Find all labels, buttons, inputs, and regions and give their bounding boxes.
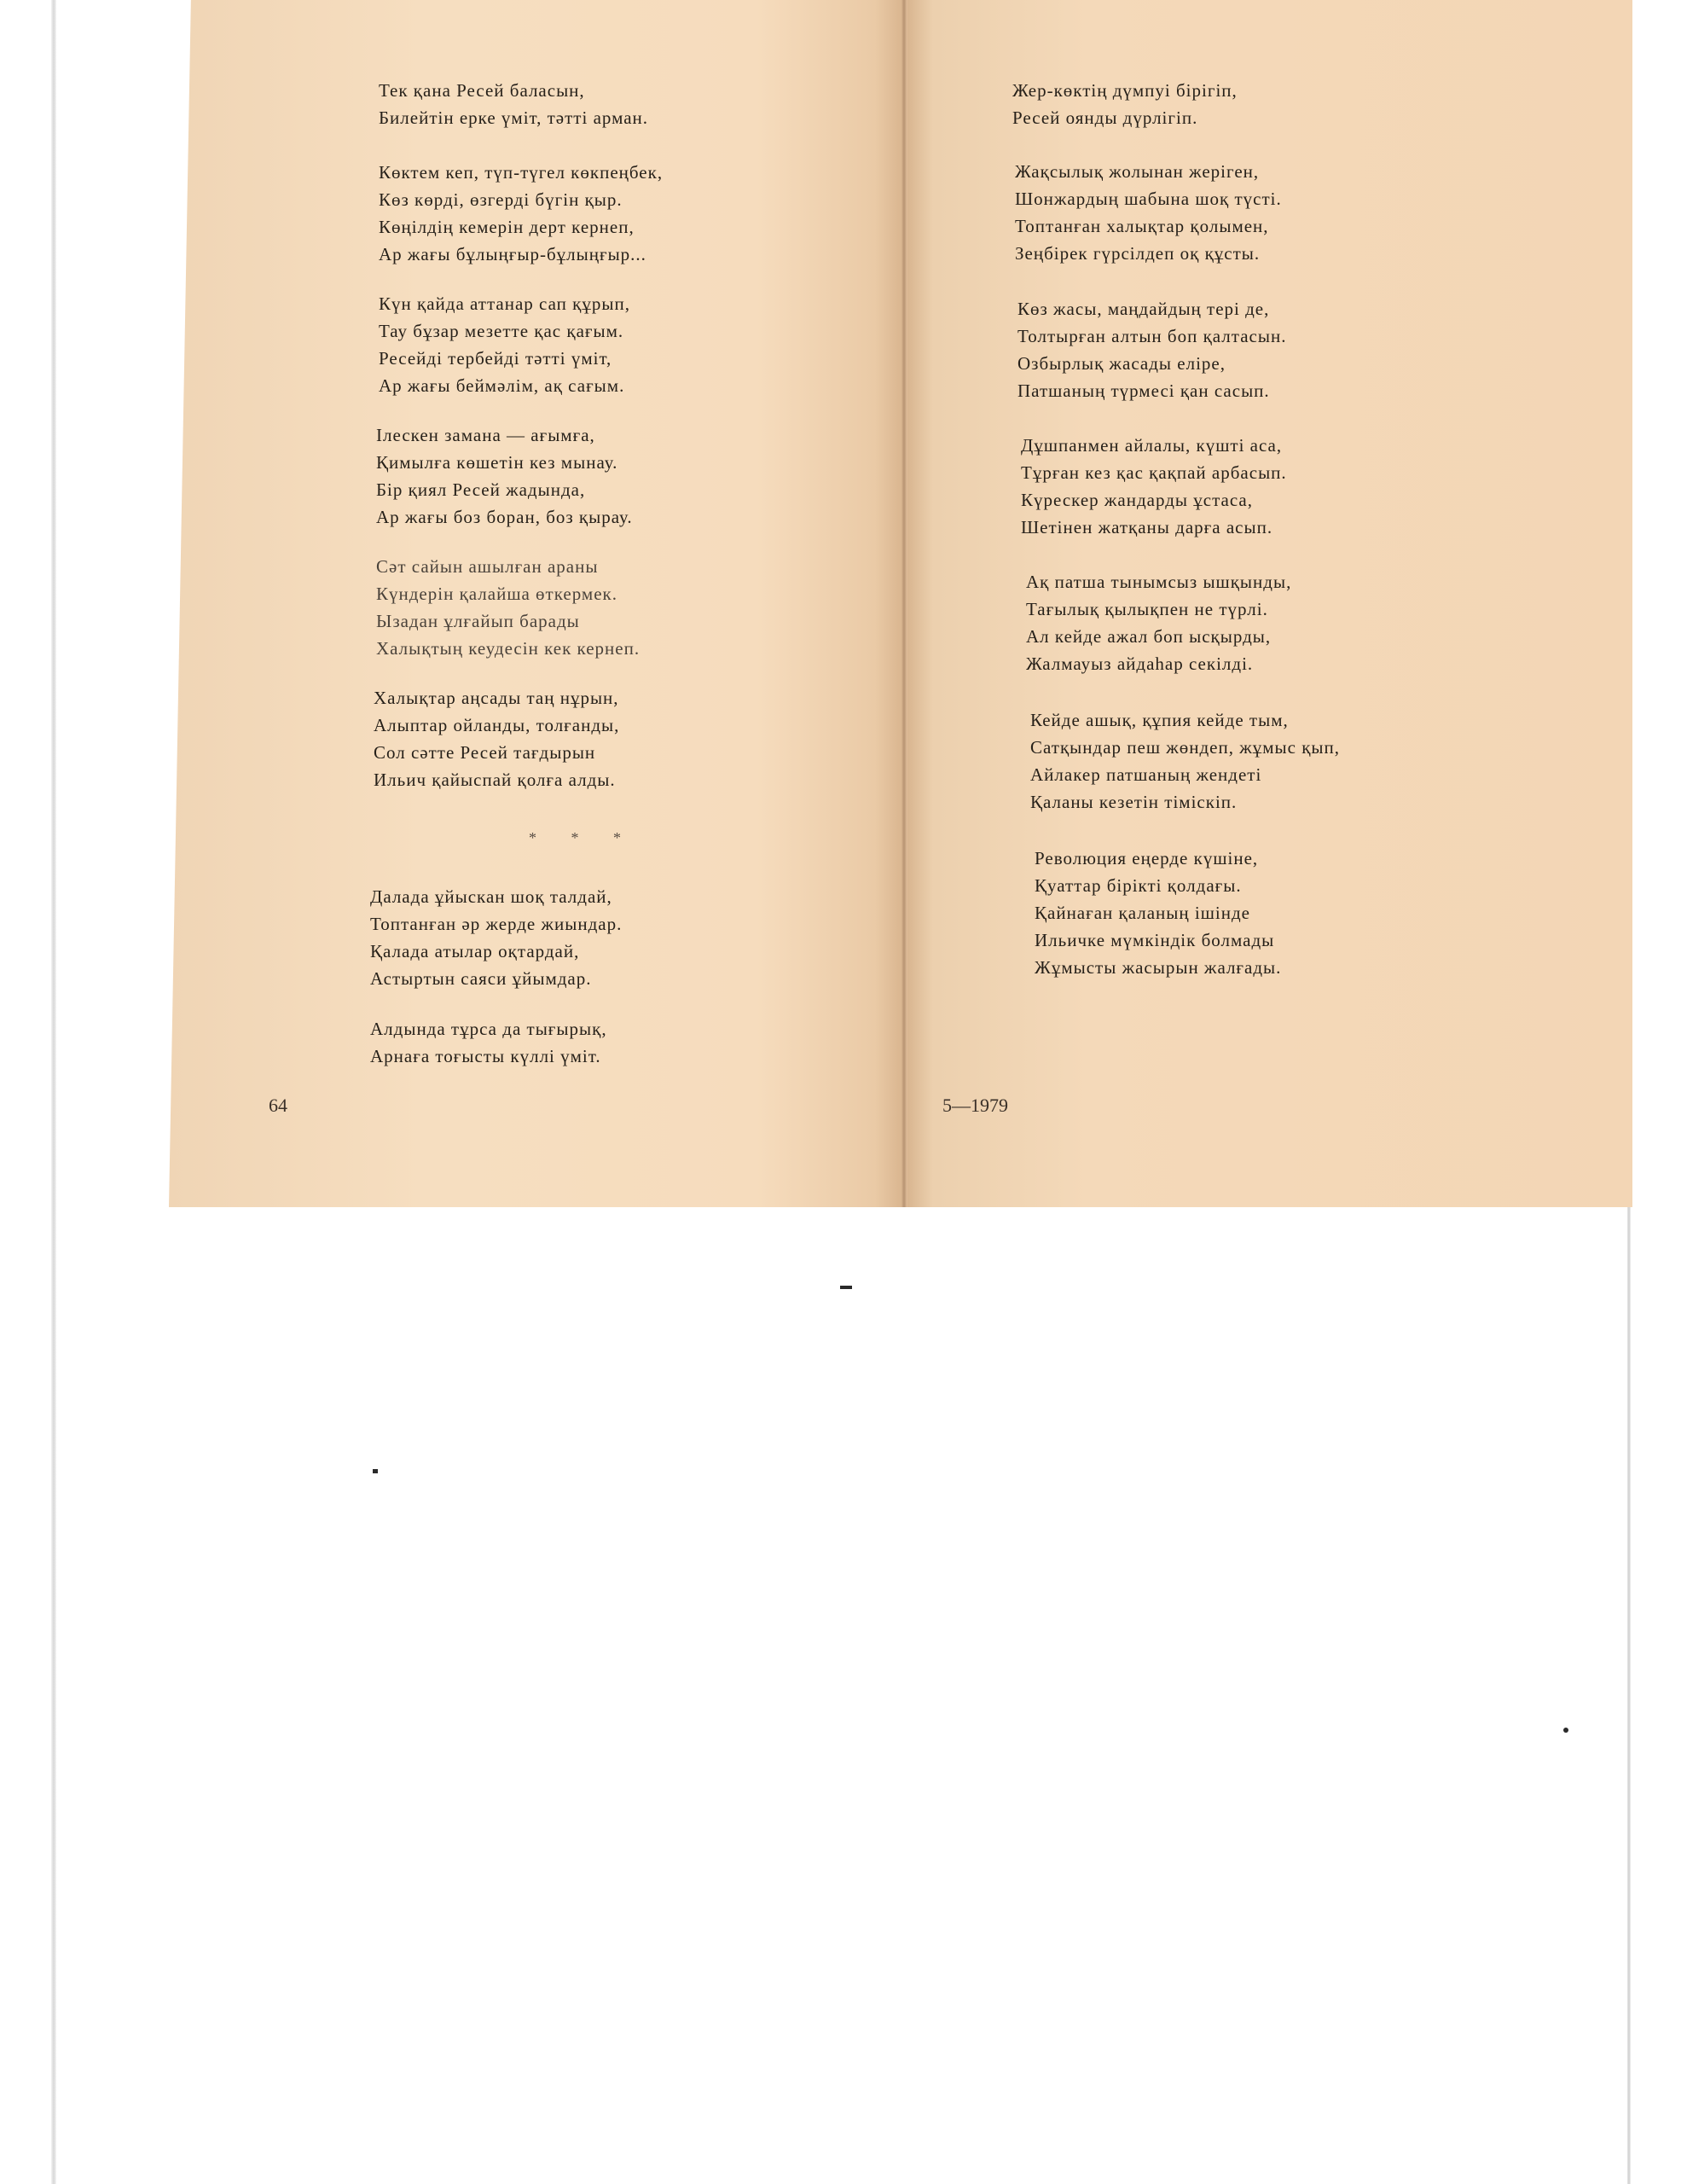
poem-line: Алдында тұрса да тығырық, — [370, 1019, 607, 1039]
right-stanza-2 — [1015, 158, 1282, 267]
poem-line: Ресей оянды дүрлігіп. — [1012, 107, 1198, 128]
poem-line: Көз жасы, маңдайдың тері де, — [1017, 299, 1270, 319]
page-number-right: 5—1979 — [942, 1095, 1008, 1116]
poem-line: Халықтың кеудесін кек кернеп. — [376, 638, 641, 659]
right-stanza-4 — [1021, 432, 1287, 541]
poem-line: Жақсылық жолынан жеріген, — [1015, 161, 1260, 182]
left-stanza-3 — [379, 290, 630, 399]
poem-line: Халықтар аңсады таң нұрын, — [374, 688, 619, 708]
poem-line: Сәт сайын ашылған араны — [376, 556, 599, 577]
poem-line: Тек қана Ресей баласын, — [379, 80, 585, 101]
poem-line: Далада ұйыскан шоқ талдай, — [370, 886, 612, 907]
poem-line: Толтырған алтын боп қалтасын. — [1017, 326, 1287, 346]
poem-line: Күн қайда аттанар сап құрып, — [379, 293, 630, 314]
left-stanza-2 — [379, 159, 663, 268]
left-stanza-8 — [370, 1015, 607, 1070]
right-stanza-5 — [1026, 568, 1291, 677]
scan-speck — [840, 1286, 852, 1289]
poem-line: Революция еңерде күшіне, — [1035, 848, 1259, 868]
poem-line: Арнаға тоғысты күллі үміт. — [370, 1046, 601, 1066]
poem-line: Қуаттар бірікті қолдағы. — [1035, 875, 1242, 896]
poem-line: Тау бұзар мезетте қас қағым. — [379, 321, 624, 341]
poem-line: Жалмауыз айдаһар секілді. — [1026, 653, 1254, 674]
poem-line: Сол сәтте Ресей тағдырын — [374, 742, 596, 763]
poem-line: Қайнаған қаланың ішінде — [1035, 903, 1250, 923]
page-number-left: 64 — [269, 1095, 287, 1116]
poem-line: Сатқындар пеш жөндеп, жұмыс қып, — [1030, 737, 1341, 758]
poem-line: Күндерін қалайша өткермек. — [376, 584, 617, 604]
poem-line: Кейде ашық, құпия кейде тым, — [1030, 710, 1289, 730]
poem-line: Ақ патша тынымсыз ышқынды, — [1026, 572, 1292, 592]
poem-line: Ар жағы беймәлім, ақ сағым. — [379, 375, 625, 396]
poem-line: Астыртын саяси ұйымдар. — [370, 968, 592, 989]
poem-line: Тұрған кез қас қақпай арбасып. — [1021, 462, 1287, 483]
poem-line: Ар жағы бұлыңғыр-бұлыңғыр... — [379, 244, 646, 264]
poem-line: Зеңбірек гүрсілдеп оқ құсты. — [1015, 243, 1261, 264]
poem-line: Ильич қайыспай қолға алды. — [374, 770, 616, 790]
section-separator: * * * — [529, 829, 636, 846]
poem-line: Қалада атылар оқтардай, — [370, 941, 580, 961]
poem-line: Алыптар ойланды, толғанды, — [374, 715, 620, 735]
poem-line: Ал кейде ажал боп ысқырды, — [1026, 626, 1272, 647]
poem-line: Көз көрді, өзгерді бүгін қыр. — [379, 189, 623, 210]
left-stanza-7 — [370, 883, 622, 992]
scan-speck — [1563, 1728, 1568, 1733]
poem-line: Көктем кеп, түп-түгел көкпеңбек, — [379, 162, 664, 183]
poem-line: Қимылға көшетін кез мынау. — [376, 452, 618, 473]
poem-line: Топтанған халықтар қолымен, — [1015, 216, 1269, 236]
right-stanza-3 — [1017, 295, 1286, 404]
poem-line: Ілескен замана — ағымға, — [376, 425, 595, 445]
poem-line: Көңілдің кемерін дерт кернеп, — [379, 217, 635, 237]
poem-line: Шетінен жатқаны дарға асып. — [1021, 517, 1273, 537]
poem-line: Ар жағы боз боран, боз қырау. — [376, 507, 633, 527]
scan-speck — [373, 1469, 378, 1473]
poem-line: Күрескер жандарды ұстаса, — [1021, 490, 1253, 510]
poem-line: Қаланы кезетін тіміскіп. — [1030, 792, 1238, 812]
book-gutter — [901, 0, 907, 1207]
poem-line: Жер-көктің дүмпуі бірігіп, — [1012, 80, 1238, 101]
poem-line: Озбырлық жасады еліре, — [1017, 353, 1226, 374]
poem-line: Шонжардың шабына шоқ түсті. — [1015, 189, 1282, 209]
poem-line: Дұшпанмен айлалы, күшті аса, — [1021, 435, 1283, 456]
poem-line: Айлакер патшаның жендеті — [1030, 764, 1262, 785]
poem-line: Билейтін ерке үміт, тәтті арман. — [379, 107, 649, 128]
poem-line: Топтанған әр жерде жиындар. — [370, 914, 623, 934]
right-stanza-7 — [1035, 845, 1281, 981]
poem-line: Патшаның түрмесі қан сасып. — [1017, 380, 1270, 401]
left-stanza-6 — [374, 684, 619, 793]
poem-line: Бір қиял Ресей жадында, — [376, 479, 586, 500]
left-stanza-5 — [376, 553, 640, 662]
right-stanza-1 — [1012, 77, 1238, 131]
poem-line: Ильичке мүмкіндік болмады — [1035, 930, 1275, 950]
left-stanza-4 — [376, 421, 633, 531]
poem-line: Ресейді тербейді тәтті үміт, — [379, 348, 612, 369]
scan-edge-left — [51, 0, 56, 2184]
left-stanza-1 — [379, 77, 648, 131]
poem-line: Жұмысты жасырын жалғады. — [1035, 957, 1282, 978]
poem-line: Тағылық қылықпен не түрлі. — [1026, 599, 1268, 619]
right-stanza-6 — [1030, 706, 1340, 816]
poem-line: Ызадан ұлғайып барады — [376, 611, 580, 631]
